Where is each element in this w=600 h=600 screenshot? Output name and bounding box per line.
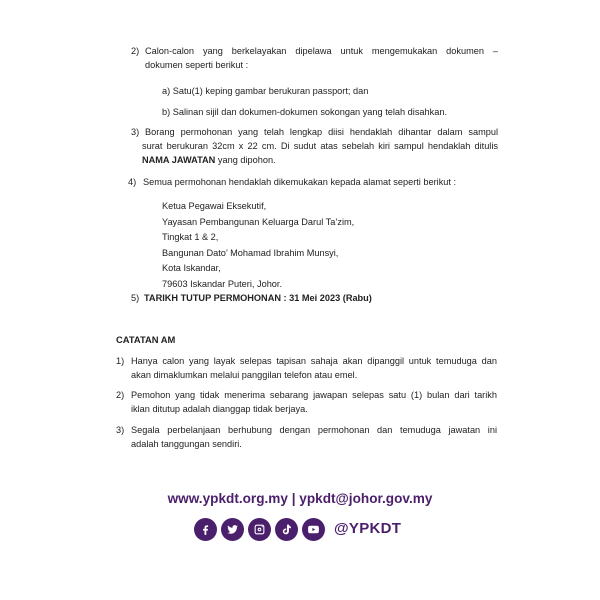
note-2-number: 2) (116, 390, 125, 400)
section-title-catatan-am: CATATAN AM (116, 334, 176, 345)
item-2a: a) Satu(1) keping gambar berukuran passport; dan (162, 86, 369, 96)
tiktok-icon[interactable] (275, 518, 298, 541)
note-1-line2: akan dimaklumkan melalui panggilan telefon atau emel. (131, 369, 358, 380)
social-media-bar (194, 515, 401, 543)
item-3-bold-text: NAMA JAWATAN (142, 155, 216, 165)
facebook-icon[interactable] (194, 518, 217, 541)
address-line: Kota Iskandar, (162, 263, 221, 274)
note-2-text (131, 389, 497, 417)
item-3-tail: yang dipohon. (215, 155, 276, 165)
item-5-number: 5) (131, 293, 140, 303)
note-1-number: 1) (116, 356, 125, 366)
item-2-number: 2) (131, 46, 140, 56)
item-2-line1: Calon-calon yang berkelayakan dipelawa untuk mengemukakan dokumen – (145, 46, 498, 56)
note-2-line2: iklan ditutup adalah dianggap tidak berjaya. (131, 403, 308, 414)
note-3-line2: adalah tanggungan sendiri. (131, 438, 242, 449)
item-3-number: 3) (131, 127, 140, 137)
social-handle[interactable]: @YPKDT (334, 520, 402, 538)
closing-date: TARIKH TUTUP PERMOHONAN : 31 Mei 2023 (Rabu) (144, 293, 372, 303)
item-4-text: Semua permohonan hendaklah dikemukakan kepada alamat seperti berikut : (143, 177, 457, 187)
note-3-number: 3) (116, 425, 125, 435)
note-2-line1: Pemohon yang tidak menerima sebarang jawapan selepas satu (1) bulan dari tarikh (131, 390, 497, 400)
item-3-line2: surat berukuran 32cm x 22 cm. Di sudut atas sebelah kiri sampul hendaklah ditulis (142, 141, 498, 151)
item-3-line3 (142, 154, 276, 168)
address-line: 79603 Iskandar Puteri, Johor. (162, 278, 283, 289)
address-line: Yayasan Pembangunan Keluarga Darul Ta’zim, (162, 216, 355, 227)
item-3-line1: Borang permohonan yang telah lengkap diisi hendaklah dihantar dalam sampul (145, 127, 498, 137)
item-4-number: 4) (128, 177, 137, 187)
item-2b: b) Salinan sijil dan dokumen-dokumen sokongan yang telah disahkan. (162, 107, 447, 117)
address-line: Ketua Pegawai Eksekutif, (162, 201, 267, 211)
note-1-line1: Hanya calon yang layak selepas tapisan sahaja akan dipanggil untuk temuduga dan (131, 356, 497, 366)
note-3-line1: Segala perbelanjaan berhubung dengan permohonan dan temuduga jawatan ini (131, 425, 497, 435)
item-2-line2: dokumen seperti berikut : (145, 59, 249, 70)
instagram-icon[interactable] (248, 518, 271, 541)
address-line: Tingkat 1 & 2, (162, 232, 219, 243)
item-3-line2-wrap (142, 140, 498, 154)
youtube-icon[interactable] (302, 518, 325, 541)
footer-contact-links[interactable]: www.ypkdt.org.my | ypkdt@johor.gov.my (167, 491, 433, 506)
item-2-text (145, 45, 498, 73)
note-1-text (131, 355, 497, 383)
note-3-text (131, 424, 497, 452)
address-line: Bangunan Dato’ Mohamad Ibrahim Munsyi, (162, 247, 339, 258)
item-3-text (145, 126, 498, 140)
twitter-icon[interactable] (221, 518, 244, 541)
address-block (162, 200, 354, 294)
